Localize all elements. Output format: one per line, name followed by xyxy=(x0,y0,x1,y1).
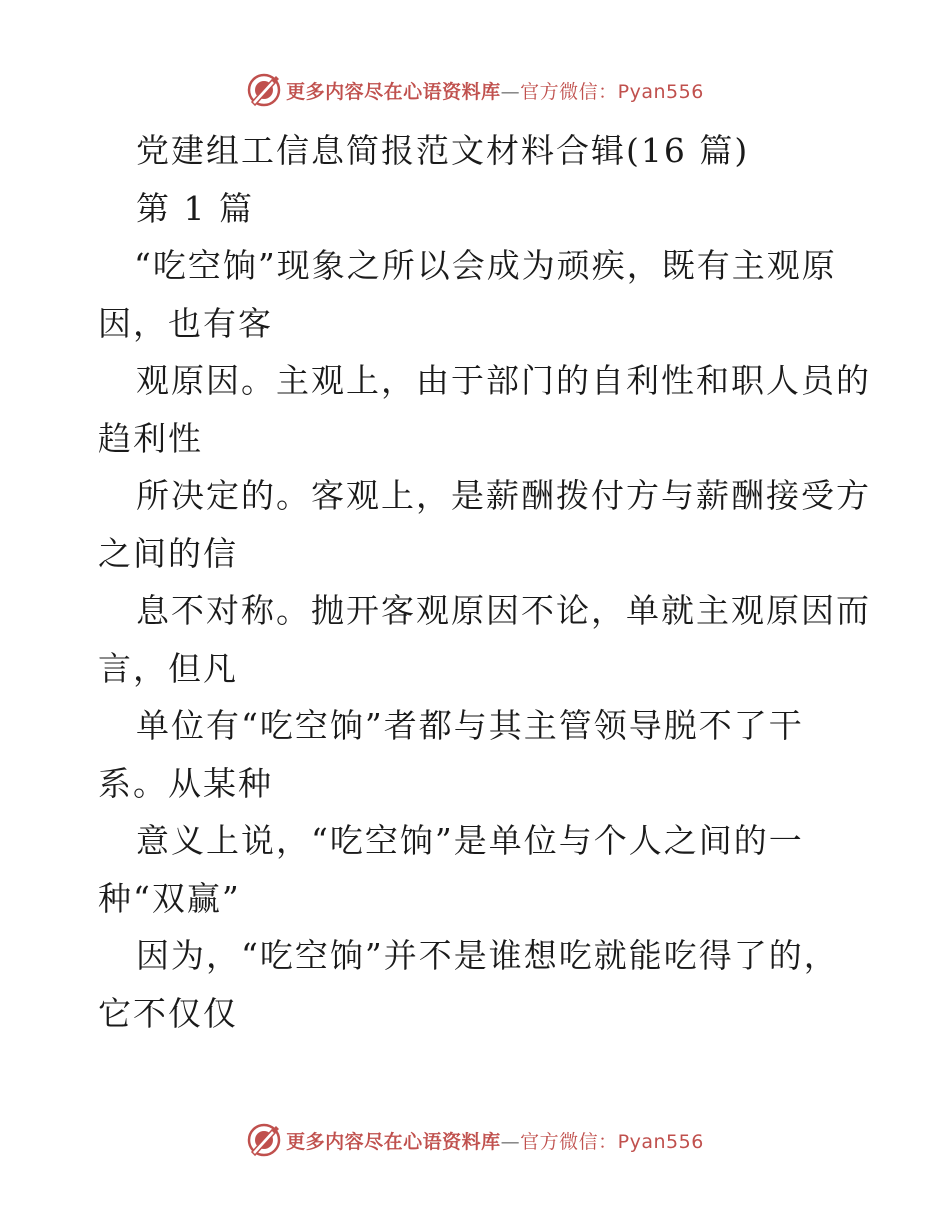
paragraph-line: 之间的信 xyxy=(98,533,238,573)
banner-text: 更多内容尽在心语资料库—官方微信：Pyan556 xyxy=(286,80,704,103)
paragraph-line: “吃空饷”现象之所以会成为顽疾，既有主观原 xyxy=(134,246,837,285)
paragraph-line: 单位有“吃空饷”者都与其主管领导脱不了干 xyxy=(136,706,804,745)
document-title: 党建组工信息简报范文材料合辑(16 篇) xyxy=(136,131,750,170)
footer-banner xyxy=(0,1120,950,1160)
pen-logo-icon xyxy=(246,72,282,108)
paragraph-line: 种“双赢” xyxy=(98,878,241,918)
paragraph-line: 所决定的。客观上，是薪酬拨付方与薪酬接受方 xyxy=(136,476,871,515)
paragraph-line: 因为，“吃空饷”并不是谁想吃就能吃得了的， xyxy=(136,936,839,975)
section-heading: 第 1 篇 xyxy=(136,188,254,228)
banner-text: 更多内容尽在心语资料库—官方微信：Pyan556 xyxy=(286,1130,704,1153)
paragraph-line: 意义上说，“吃空饷”是单位与个人之间的一 xyxy=(136,821,804,860)
paragraph-line: 趋利性 xyxy=(98,418,203,458)
paragraph-line: 息不对称。抛开客观原因不论，单就主观原因而 xyxy=(136,591,871,630)
document-body xyxy=(98,122,871,1042)
paragraph-line: 系。从某种 xyxy=(98,763,273,803)
paragraph-line: 它不仅仅 xyxy=(98,993,238,1033)
header-banner xyxy=(0,70,950,110)
paragraph-line: 观原因。主观上，由于部门的自利性和职人员的 xyxy=(136,361,871,400)
paragraph-line: 因，也有客 xyxy=(98,303,273,343)
pen-logo-icon xyxy=(246,1122,282,1158)
paragraph-line: 言，但凡 xyxy=(98,648,238,688)
